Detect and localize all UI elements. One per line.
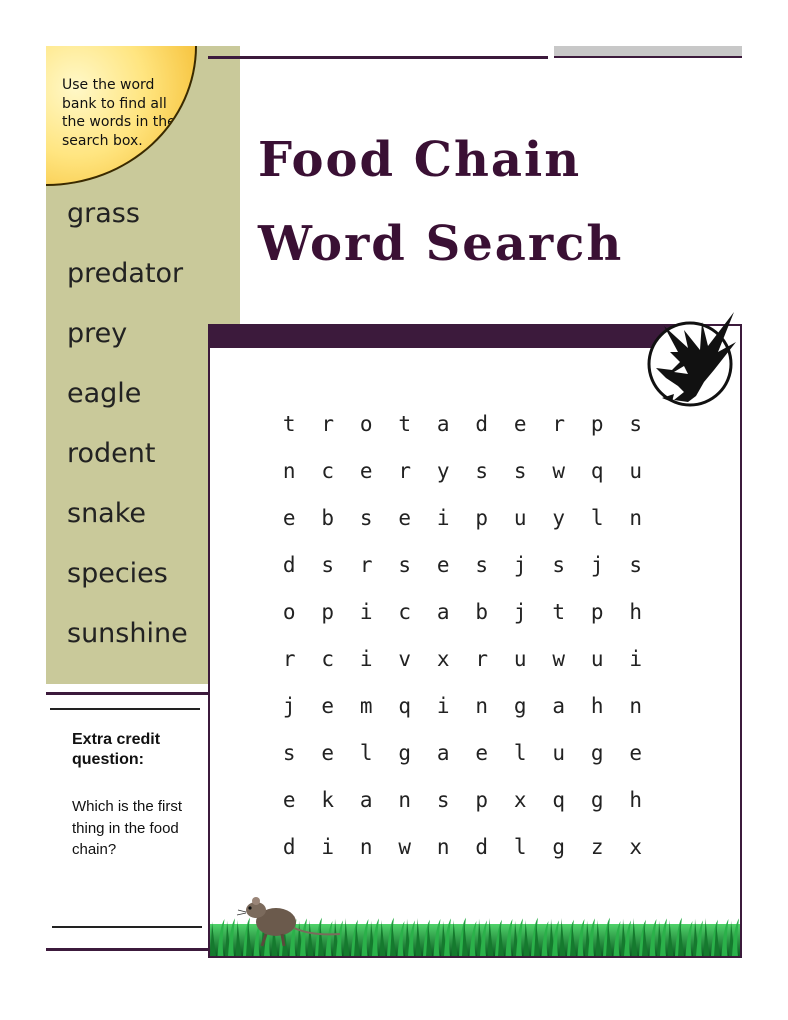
grid-cell[interactable]: g xyxy=(398,740,412,765)
grid-cell[interactable]: q xyxy=(398,693,412,718)
grid-row xyxy=(270,823,655,870)
grid-cell[interactable]: b xyxy=(321,505,335,530)
word-bank-item: rodent xyxy=(67,438,156,469)
grid-cell[interactable]: w xyxy=(398,834,412,859)
answer-line[interactable] xyxy=(52,926,202,928)
grid-cell[interactable]: q xyxy=(590,458,604,483)
grid-cell[interactable]: h xyxy=(629,787,643,812)
grid-cell[interactable]: a xyxy=(436,740,450,765)
title-line-1: Food Chain xyxy=(258,132,582,188)
grid-cell[interactable]: s xyxy=(475,458,489,483)
word-bank-item: species xyxy=(67,558,168,589)
grid-cell[interactable]: u xyxy=(590,646,604,671)
grid-cell[interactable]: k xyxy=(321,787,335,812)
grid-row xyxy=(270,776,655,823)
grid-cell[interactable]: e xyxy=(321,740,335,765)
grid-cell[interactable]: t xyxy=(282,411,296,436)
title-line-2: Word Search xyxy=(258,216,624,272)
grid-cell[interactable]: i xyxy=(629,646,643,671)
grid-cell[interactable]: g xyxy=(590,787,604,812)
grid-cell[interactable]: e xyxy=(513,411,527,436)
grid-cell[interactable]: p xyxy=(590,599,604,624)
grid-row xyxy=(270,588,655,635)
grid-cell[interactable]: d xyxy=(475,411,489,436)
grid-cell[interactable]: i xyxy=(321,834,335,859)
grid-cell[interactable]: a xyxy=(436,599,450,624)
word-bank-item: predator xyxy=(67,258,184,289)
grid-cell[interactable]: h xyxy=(590,693,604,718)
grid-cell[interactable]: e xyxy=(321,693,335,718)
word-bank-item: prey xyxy=(67,318,128,349)
extra-credit-title: Extra credit question: xyxy=(72,731,161,768)
grid-cell[interactable]: h xyxy=(629,599,643,624)
grid-cell[interactable]: g xyxy=(590,740,604,765)
extra-credit xyxy=(72,730,202,861)
grid-cell[interactable]: s xyxy=(398,552,412,577)
grid-cell[interactable]: w xyxy=(552,458,566,483)
grid-cell[interactable]: x xyxy=(513,787,527,812)
word-bank-list xyxy=(67,196,188,676)
grid-cell[interactable]: b xyxy=(475,599,489,624)
grid-cell[interactable]: c xyxy=(398,599,412,624)
grid-cell[interactable]: u xyxy=(629,458,643,483)
grid-row xyxy=(270,494,655,541)
grid-cell[interactable]: d xyxy=(282,552,296,577)
grid-cell[interactable]: e xyxy=(282,787,296,812)
extra-credit-top-rule xyxy=(46,692,208,695)
grid-cell[interactable]: o xyxy=(359,411,373,436)
grid-cell[interactable]: o xyxy=(282,599,296,624)
grid-cell[interactable]: i xyxy=(359,599,373,624)
grid-cell[interactable]: u xyxy=(552,740,566,765)
grid-cell[interactable]: m xyxy=(359,693,373,718)
grid-cell[interactable]: n xyxy=(436,834,450,859)
letter-grid xyxy=(270,400,655,870)
grid-cell[interactable]: d xyxy=(282,834,296,859)
grid-cell[interactable]: j xyxy=(513,599,527,624)
extra-credit-line xyxy=(50,708,200,710)
grid-cell[interactable]: r xyxy=(552,411,566,436)
grid-cell[interactable]: z xyxy=(590,834,604,859)
header-grey-bar xyxy=(554,46,742,56)
grid-cell[interactable]: n xyxy=(475,693,489,718)
grid-cell[interactable]: g xyxy=(552,834,566,859)
grid-cell[interactable]: l xyxy=(513,834,527,859)
eagle-icon xyxy=(644,312,740,408)
grid-cell[interactable]: a xyxy=(359,787,373,812)
search-box-header-bar xyxy=(208,324,678,348)
grid-cell[interactable]: r xyxy=(398,458,412,483)
grid-cell[interactable]: a xyxy=(552,693,566,718)
instructions-text: Use the word bank to find all the words in the search box. xyxy=(62,77,176,149)
grid-cell[interactable]: a xyxy=(436,411,450,436)
grid-cell[interactable]: i xyxy=(436,505,450,530)
grid-cell[interactable]: w xyxy=(552,646,566,671)
grid-cell[interactable]: s xyxy=(321,552,335,577)
grid-cell[interactable]: j xyxy=(282,693,296,718)
grid-cell[interactable]: i xyxy=(436,693,450,718)
grid-cell[interactable]: r xyxy=(475,646,489,671)
grid-cell[interactable]: r xyxy=(282,646,296,671)
mouse-icon xyxy=(232,888,342,948)
grid-cell[interactable]: u xyxy=(513,646,527,671)
grid-cell[interactable]: x xyxy=(629,834,643,859)
grid-cell[interactable]: e xyxy=(436,552,450,577)
grid-cell[interactable]: c xyxy=(321,458,335,483)
grid-cell[interactable]: s xyxy=(629,552,643,577)
grid-cell[interactable]: s xyxy=(282,740,296,765)
grid-cell[interactable]: n xyxy=(629,693,643,718)
grid-cell[interactable]: y xyxy=(436,458,450,483)
grid-cell[interactable]: t xyxy=(398,411,412,436)
grid-cell[interactable]: n xyxy=(629,505,643,530)
grid-row xyxy=(270,682,655,729)
grid-cell[interactable]: u xyxy=(513,505,527,530)
grid-cell[interactable]: e xyxy=(359,458,373,483)
grid-cell[interactable]: y xyxy=(552,505,566,530)
grid-cell[interactable]: p xyxy=(475,787,489,812)
grid-cell[interactable]: p xyxy=(475,505,489,530)
grid-cell[interactable]: d xyxy=(475,834,489,859)
grid-cell[interactable]: e xyxy=(398,505,412,530)
extra-credit-bottom-rule xyxy=(46,948,208,951)
grid-cell[interactable]: r xyxy=(359,552,373,577)
word-bank-item: snake xyxy=(67,498,147,529)
page-title xyxy=(258,118,678,286)
grid-cell[interactable]: t xyxy=(552,599,566,624)
grid-row xyxy=(270,729,655,776)
grid-cell[interactable]: n xyxy=(359,834,373,859)
grid-cell[interactable]: n xyxy=(282,458,296,483)
grid-cell[interactable]: l xyxy=(513,740,527,765)
grid-row xyxy=(270,541,655,588)
grid-cell[interactable]: e xyxy=(629,740,643,765)
grid-cell[interactable]: v xyxy=(398,646,412,671)
word-bank-item: eagle xyxy=(67,378,142,409)
extra-credit-question: Which is the first thing in the food chain? xyxy=(72,798,183,858)
grid-cell[interactable]: s xyxy=(552,552,566,577)
grid-cell[interactable]: l xyxy=(590,505,604,530)
grid-row xyxy=(270,400,655,447)
grid-cell[interactable]: s xyxy=(475,552,489,577)
grid-cell[interactable]: x xyxy=(436,646,450,671)
grid-cell[interactable]: l xyxy=(359,740,373,765)
grid-cell[interactable]: p xyxy=(321,599,335,624)
grid-cell[interactable]: i xyxy=(359,646,373,671)
grid-cell[interactable]: s xyxy=(513,458,527,483)
grid-cell[interactable]: s xyxy=(436,787,450,812)
grid-cell[interactable]: r xyxy=(321,411,335,436)
header-thin-rule xyxy=(554,56,742,58)
grid-cell[interactable]: c xyxy=(321,646,335,671)
grid-cell[interactable]: j xyxy=(513,552,527,577)
grid-row xyxy=(270,635,655,682)
grid-cell[interactable]: s xyxy=(629,411,643,436)
grid-cell[interactable]: e xyxy=(282,505,296,530)
grid-cell[interactable]: j xyxy=(590,552,604,577)
word-bank-item: sunshine xyxy=(67,618,188,649)
word-bank-item: grass xyxy=(67,198,140,229)
grid-cell[interactable]: g xyxy=(513,693,527,718)
grid-cell[interactable]: p xyxy=(590,411,604,436)
grid-cell[interactable]: n xyxy=(398,787,412,812)
grid-cell[interactable]: q xyxy=(552,787,566,812)
grid-row xyxy=(270,447,655,494)
grid-cell[interactable]: s xyxy=(359,505,373,530)
header-rule xyxy=(208,56,548,59)
grid-cell[interactable]: e xyxy=(475,740,489,765)
